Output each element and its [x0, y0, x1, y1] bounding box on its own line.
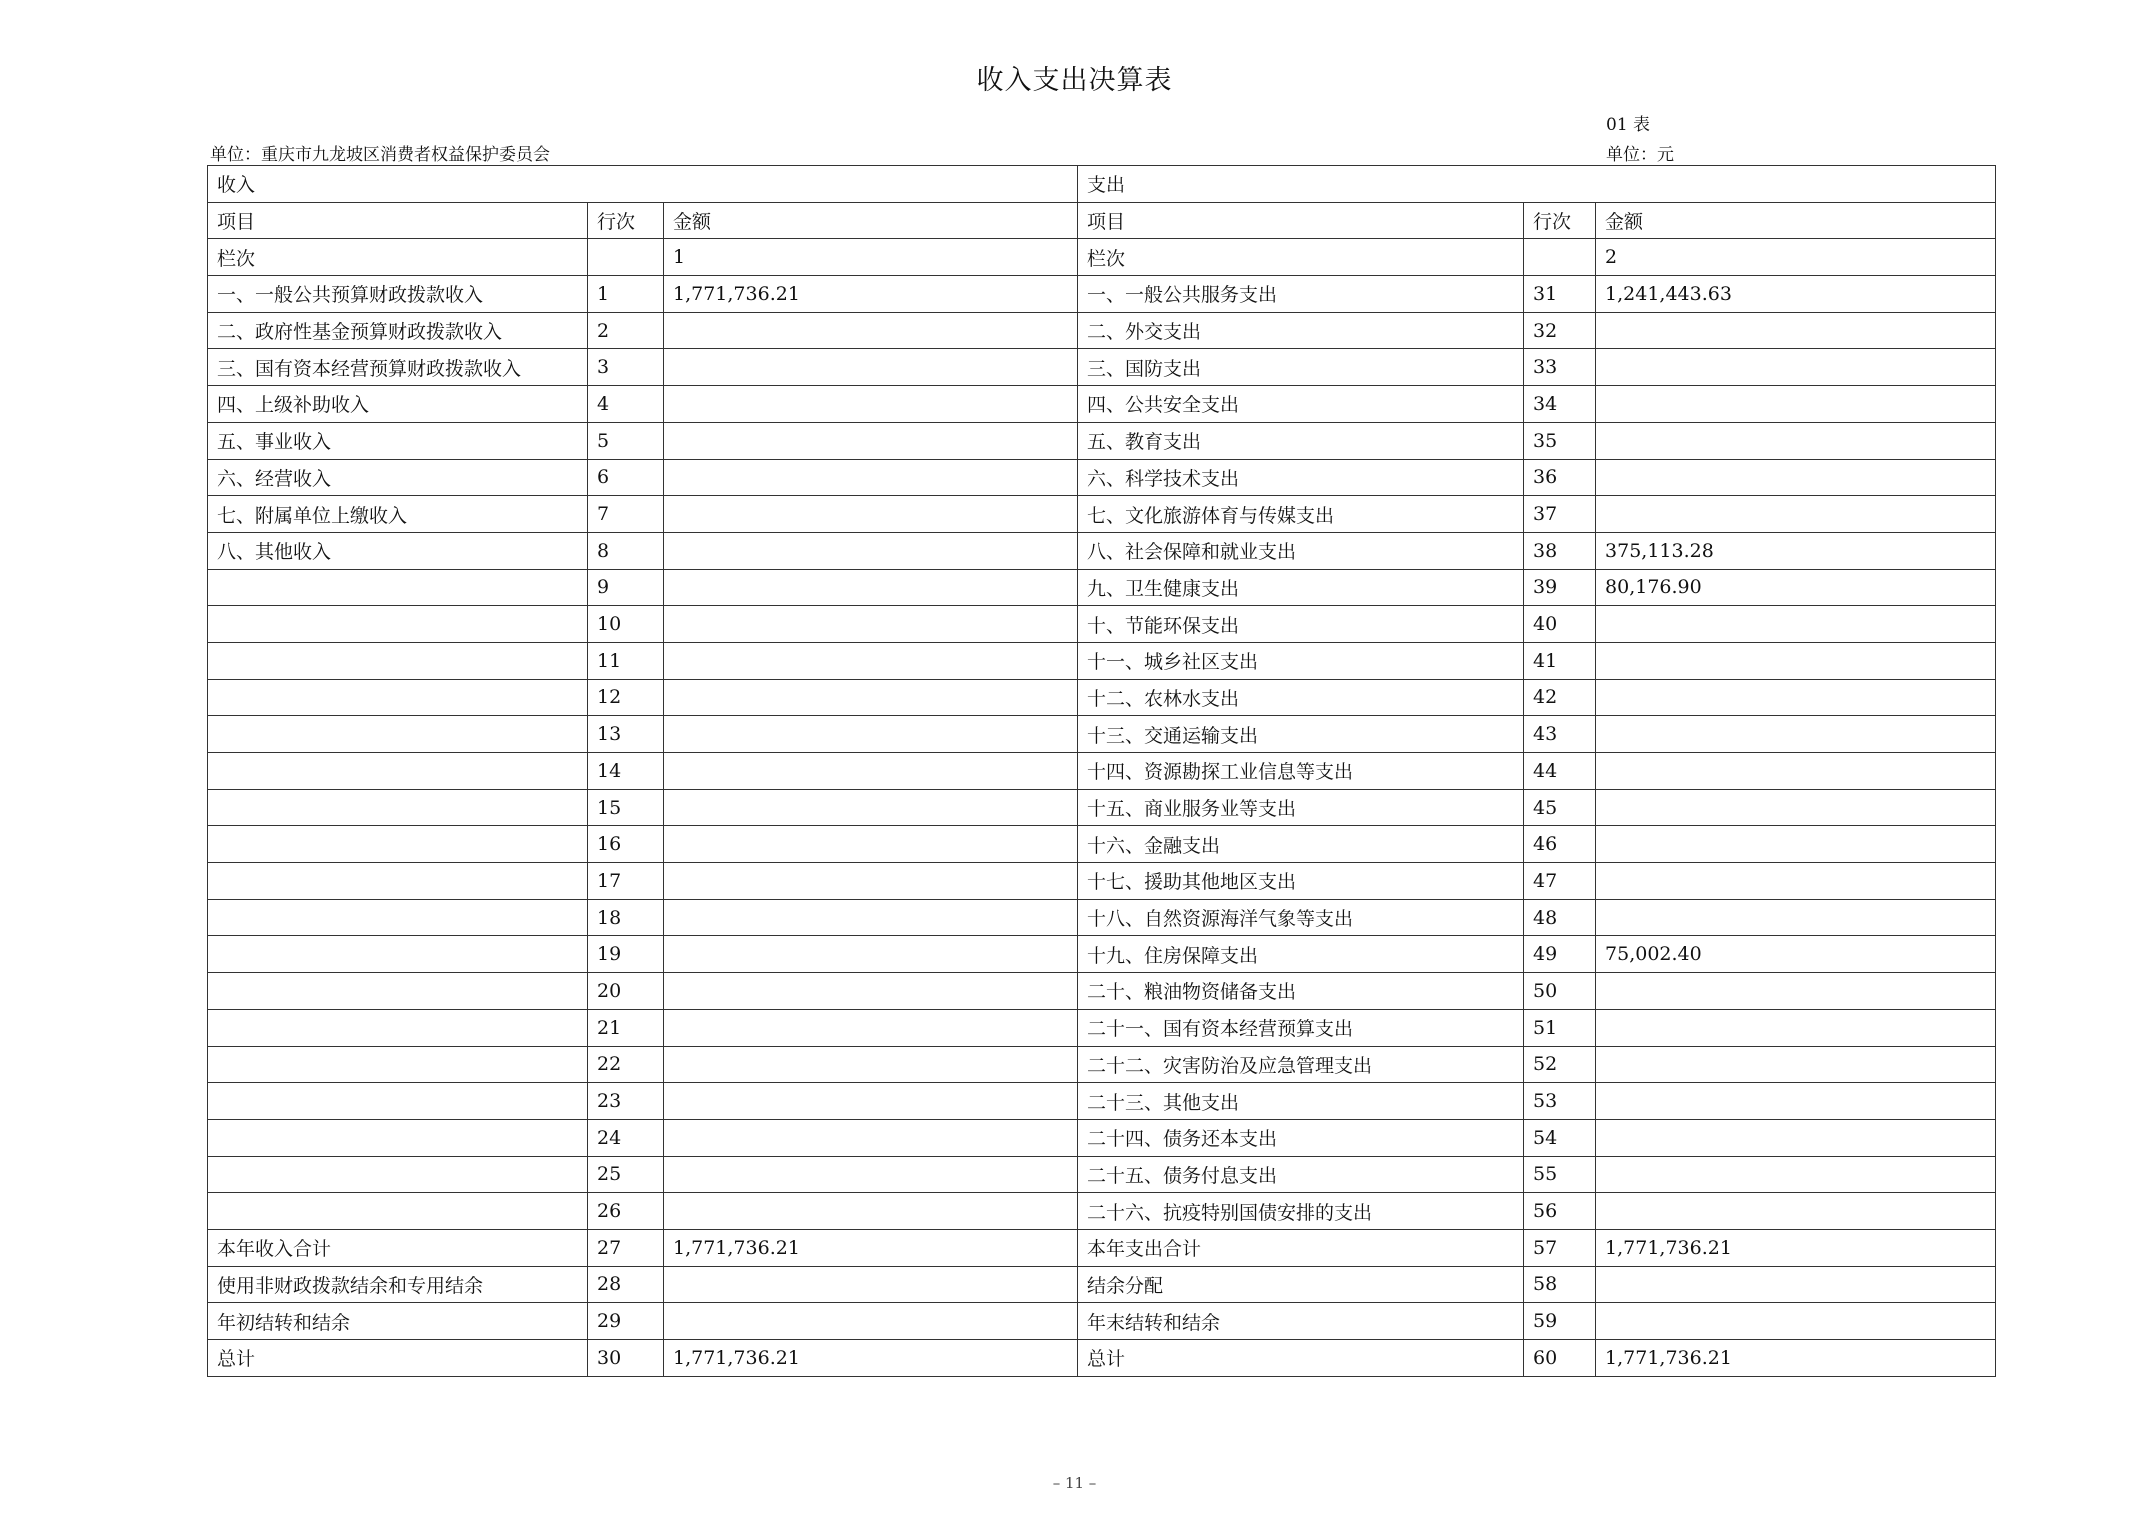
- income-row-no-cell: 21: [588, 1009, 664, 1046]
- expense-item-cell: 六、科学技术支出: [1078, 459, 1524, 496]
- income-item-header: 项目: [208, 202, 588, 239]
- income-amount-cell: [664, 716, 1078, 753]
- expense-item-cell: 总计: [1078, 1340, 1524, 1377]
- table-row: [208, 496, 1996, 533]
- expense-amount-cell: [1596, 753, 1996, 790]
- income-row-no-cell: 10: [588, 606, 664, 643]
- expense-item-cell: 二十三、其他支出: [1078, 1083, 1524, 1120]
- income-item-cell: [208, 716, 588, 753]
- expense-amount-cell: 75,002.40: [1596, 936, 1996, 973]
- expense-amount-cell: [1596, 1119, 1996, 1156]
- income-amount-cell: [664, 863, 1078, 900]
- expense-amount-cell: [1596, 606, 1996, 643]
- form-number: 01 表: [1606, 115, 1651, 135]
- income-item-cell: 七、附属单位上缴收入: [208, 496, 588, 533]
- table-row: [208, 1009, 1996, 1046]
- expense-row-no-cell: 47: [1524, 863, 1596, 900]
- table-row: [208, 936, 1996, 973]
- expense-amount-cell: [1596, 642, 1996, 679]
- income-amount-cell: [664, 936, 1078, 973]
- expense-amount-cell: 80,176.90: [1596, 569, 1996, 606]
- expense-amount-cell: [1596, 1046, 1996, 1083]
- expense-amount-cell: [1596, 1266, 1996, 1303]
- expense-row-no-cell: 56: [1524, 1193, 1596, 1230]
- income-amount-cell: [664, 496, 1078, 533]
- expense-amount-header: 金额: [1596, 202, 1996, 239]
- table-row: [208, 349, 1996, 386]
- expense-row-no-cell: 33: [1524, 349, 1596, 386]
- income-item-cell: [208, 863, 588, 900]
- income-item-cell: [208, 1009, 588, 1046]
- income-column-index: 1: [664, 239, 1078, 276]
- income-amount-cell: [664, 312, 1078, 349]
- expense-amount-cell: 1,241,443.63: [1596, 276, 1996, 313]
- income-amount-cell: [664, 386, 1078, 423]
- income-amount-cell: [664, 642, 1078, 679]
- income-row-no-cell: 30: [588, 1340, 664, 1377]
- income-item-cell: [208, 899, 588, 936]
- income-row-no-cell: 13: [588, 716, 664, 753]
- expense-row-no-cell: 53: [1524, 1083, 1596, 1120]
- expense-amount-cell: [1596, 789, 1996, 826]
- income-item-cell: 四、上级补助收入: [208, 386, 588, 423]
- expense-row-no-cell: 45: [1524, 789, 1596, 826]
- income-amount-cell: [664, 1193, 1078, 1230]
- table-row: [208, 1119, 1996, 1156]
- income-amount-cell: [664, 1119, 1078, 1156]
- expense-item-cell: 年末结转和结余: [1078, 1303, 1524, 1340]
- table-row: [208, 1303, 1996, 1340]
- expense-item-cell: 二十四、债务还本支出: [1078, 1119, 1524, 1156]
- expense-amount-cell: [1596, 899, 1996, 936]
- expense-row-no-cell: 41: [1524, 642, 1596, 679]
- expense-item-cell: 二十五、债务付息支出: [1078, 1156, 1524, 1193]
- expense-row-no-cell: 42: [1524, 679, 1596, 716]
- expense-row-no-cell: 52: [1524, 1046, 1596, 1083]
- income-item-cell: 五、事业收入: [208, 422, 588, 459]
- income-row-no-cell: 26: [588, 1193, 664, 1230]
- expense-row-no-cell: 60: [1524, 1340, 1596, 1377]
- expense-row-no-header: 行次: [1524, 202, 1596, 239]
- expense-row-no-cell: 43: [1524, 716, 1596, 753]
- income-row-no-cell: 29: [588, 1303, 664, 1340]
- expense-item-cell: 十六、金融支出: [1078, 826, 1524, 863]
- table-row: [208, 973, 1996, 1010]
- income-amount-cell: [664, 973, 1078, 1010]
- income-item-cell: [208, 826, 588, 863]
- income-row-no-cell: 7: [588, 496, 664, 533]
- income-column-blank: [588, 239, 664, 276]
- income-row-no-cell: 9: [588, 569, 664, 606]
- income-amount-cell: [664, 1083, 1078, 1120]
- income-row-no-cell: 6: [588, 459, 664, 496]
- expense-row-no-cell: 38: [1524, 532, 1596, 569]
- income-amount-cell: 1,771,736.21: [664, 1340, 1078, 1377]
- income-amount-cell: 1,771,736.21: [664, 1229, 1078, 1266]
- table-row: [208, 716, 1996, 753]
- table-row: [208, 679, 1996, 716]
- expense-item-cell: 十二、农林水支出: [1078, 679, 1524, 716]
- reporting-unit: 单位：重庆市九龙坡区消费者权益保护委员会: [210, 145, 550, 165]
- column-index-row: [208, 239, 1996, 276]
- income-row-no-cell: 28: [588, 1266, 664, 1303]
- income-amount-cell: [664, 1009, 1078, 1046]
- income-row-no-cell: 22: [588, 1046, 664, 1083]
- income-row-no-cell: 24: [588, 1119, 664, 1156]
- income-item-cell: 总计: [208, 1340, 588, 1377]
- income-row-no-cell: 20: [588, 973, 664, 1010]
- expense-item-cell: 十九、住房保障支出: [1078, 936, 1524, 973]
- income-amount-cell: [664, 459, 1078, 496]
- income-amount-cell: [664, 826, 1078, 863]
- expense-item-cell: 十三、交通运输支出: [1078, 716, 1524, 753]
- income-amount-cell: [664, 679, 1078, 716]
- expense-amount-cell: 375,113.28: [1596, 532, 1996, 569]
- table-row: [208, 459, 1996, 496]
- expense-row-no-cell: 51: [1524, 1009, 1596, 1046]
- income-amount-cell: [664, 789, 1078, 826]
- table-row: [208, 569, 1996, 606]
- income-row-no-cell: 14: [588, 753, 664, 790]
- income-row-no-cell: 5: [588, 422, 664, 459]
- currency-unit: 单位：元: [1606, 145, 1674, 165]
- expense-amount-cell: [1596, 1193, 1996, 1230]
- income-item-cell: 三、国有资本经营预算财政拨款收入: [208, 349, 588, 386]
- table-row: [208, 1083, 1996, 1120]
- expense-item-cell: 二十、粮油物资储备支出: [1078, 973, 1524, 1010]
- expense-row-no-cell: 48: [1524, 899, 1596, 936]
- table-row: [208, 312, 1996, 349]
- income-row-no-cell: 18: [588, 899, 664, 936]
- expense-item-cell: 十五、商业服务业等支出: [1078, 789, 1524, 826]
- income-row-no-cell: 25: [588, 1156, 664, 1193]
- expense-row-no-cell: 39: [1524, 569, 1596, 606]
- expense-row-no-cell: 44: [1524, 753, 1596, 790]
- expense-item-cell: 二十二、灾害防治及应急管理支出: [1078, 1046, 1524, 1083]
- income-item-cell: 使用非财政拨款结余和专用结余: [208, 1266, 588, 1303]
- expense-amount-cell: [1596, 1303, 1996, 1340]
- expense-row-no-cell: 58: [1524, 1266, 1596, 1303]
- income-row-no-cell: 15: [588, 789, 664, 826]
- expense-item-cell: 十一、城乡社区支出: [1078, 642, 1524, 679]
- expense-amount-cell: 1,771,736.21: [1596, 1340, 1996, 1377]
- table-row: [208, 1193, 1996, 1230]
- expense-item-cell: 一、一般公共服务支出: [1078, 276, 1524, 313]
- expense-item-cell: 十四、资源勘探工业信息等支出: [1078, 753, 1524, 790]
- table-row: [208, 826, 1996, 863]
- expense-column-blank: [1524, 239, 1596, 276]
- table-row: [208, 1266, 1996, 1303]
- section-header-row: [208, 166, 1996, 203]
- expense-item-cell: 二十一、国有资本经营预算支出: [1078, 1009, 1524, 1046]
- expense-item-cell: 五、教育支出: [1078, 422, 1524, 459]
- page-title: 收入支出决算表: [976, 65, 1173, 96]
- income-item-cell: 本年收入合计: [208, 1229, 588, 1266]
- table-row: [208, 1340, 1996, 1377]
- income-amount-cell: [664, 899, 1078, 936]
- expense-amount-cell: [1596, 459, 1996, 496]
- table-row: [208, 642, 1996, 679]
- table-row: [208, 789, 1996, 826]
- income-item-cell: 六、经营收入: [208, 459, 588, 496]
- expense-amount-cell: [1596, 422, 1996, 459]
- expense-amount-cell: [1596, 973, 1996, 1010]
- income-item-cell: 二、政府性基金预算财政拨款收入: [208, 312, 588, 349]
- expense-item-cell: 三、国防支出: [1078, 349, 1524, 386]
- table-row: [208, 386, 1996, 423]
- income-amount-cell: [664, 422, 1078, 459]
- expense-item-cell: 七、文化旅游体育与传媒支出: [1078, 496, 1524, 533]
- income-item-cell: 一、一般公共预算财政拨款收入: [208, 276, 588, 313]
- expense-row-no-cell: 46: [1524, 826, 1596, 863]
- expense-amount-cell: [1596, 386, 1996, 423]
- expense-amount-cell: [1596, 679, 1996, 716]
- income-row-no-header: 行次: [588, 202, 664, 239]
- income-row-no-cell: 27: [588, 1229, 664, 1266]
- table-row: [208, 1229, 1996, 1266]
- income-amount-cell: [664, 753, 1078, 790]
- income-amount-cell: [664, 606, 1078, 643]
- income-expense-table: [207, 165, 1996, 1377]
- expense-amount-cell: [1596, 349, 1996, 386]
- expense-row-no-cell: 49: [1524, 936, 1596, 973]
- expense-amount-cell: [1596, 826, 1996, 863]
- income-amount-cell: [664, 532, 1078, 569]
- expense-item-header: 项目: [1078, 202, 1524, 239]
- column-header-row: [208, 202, 1996, 239]
- expense-row-no-cell: 31: [1524, 276, 1596, 313]
- expense-row-no-cell: 35: [1524, 422, 1596, 459]
- income-row-no-cell: 2: [588, 312, 664, 349]
- income-item-cell: [208, 936, 588, 973]
- income-amount-cell: [664, 1046, 1078, 1083]
- expense-amount-cell: [1596, 716, 1996, 753]
- income-row-no-cell: 3: [588, 349, 664, 386]
- table-row: [208, 532, 1996, 569]
- expense-item-cell: 十七、援助其他地区支出: [1078, 863, 1524, 900]
- expense-item-cell: 九、卫生健康支出: [1078, 569, 1524, 606]
- expense-column-index: 2: [1596, 239, 1996, 276]
- income-item-cell: [208, 1119, 588, 1156]
- expense-amount-cell: [1596, 1156, 1996, 1193]
- income-item-cell: [208, 1046, 588, 1083]
- expense-column-label: 栏次: [1078, 239, 1524, 276]
- income-item-cell: [208, 606, 588, 643]
- income-item-cell: [208, 1193, 588, 1230]
- expense-amount-cell: 1,771,736.21: [1596, 1229, 1996, 1266]
- expense-section-header: 支出: [1078, 166, 1996, 203]
- income-row-no-cell: 4: [588, 386, 664, 423]
- income-amount-cell: [664, 1303, 1078, 1340]
- income-row-no-cell: 12: [588, 679, 664, 716]
- expense-amount-cell: [1596, 863, 1996, 900]
- expense-item-cell: 二十六、抗疫特别国债安排的支出: [1078, 1193, 1524, 1230]
- expense-amount-cell: [1596, 312, 1996, 349]
- expense-row-no-cell: 40: [1524, 606, 1596, 643]
- expense-item-cell: 四、公共安全支出: [1078, 386, 1524, 423]
- income-item-cell: 年初结转和结余: [208, 1303, 588, 1340]
- income-item-cell: [208, 1156, 588, 1193]
- income-row-no-cell: 1: [588, 276, 664, 313]
- income-amount-cell: 1,771,736.21: [664, 276, 1078, 313]
- expense-amount-cell: [1596, 496, 1996, 533]
- table-row: [208, 1046, 1996, 1083]
- expense-item-cell: 十八、自然资源海洋气象等支出: [1078, 899, 1524, 936]
- expense-row-no-cell: 57: [1524, 1229, 1596, 1266]
- income-row-no-cell: 17: [588, 863, 664, 900]
- expense-row-no-cell: 55: [1524, 1156, 1596, 1193]
- income-row-no-cell: 16: [588, 826, 664, 863]
- income-item-cell: [208, 642, 588, 679]
- expense-item-cell: 十、节能环保支出: [1078, 606, 1524, 643]
- income-item-cell: 八、其他收入: [208, 532, 588, 569]
- income-item-cell: [208, 679, 588, 716]
- income-item-cell: [208, 789, 588, 826]
- income-amount-header: 金额: [664, 202, 1078, 239]
- income-amount-cell: [664, 349, 1078, 386]
- expense-row-no-cell: 59: [1524, 1303, 1596, 1340]
- income-section-header: 收入: [208, 166, 1078, 203]
- table-row: [208, 422, 1996, 459]
- table-row: [208, 863, 1996, 900]
- expense-amount-cell: [1596, 1009, 1996, 1046]
- expense-row-no-cell: 37: [1524, 496, 1596, 533]
- expense-row-no-cell: 36: [1524, 459, 1596, 496]
- page-number: – 11 –: [1052, 1474, 1097, 1492]
- income-amount-cell: [664, 1156, 1078, 1193]
- table-row: [208, 753, 1996, 790]
- income-row-no-cell: 8: [588, 532, 664, 569]
- expense-amount-cell: [1596, 1083, 1996, 1120]
- income-item-cell: [208, 973, 588, 1010]
- expense-row-no-cell: 34: [1524, 386, 1596, 423]
- table-row: [208, 1156, 1996, 1193]
- table-row: [208, 899, 1996, 936]
- table-row: [208, 276, 1996, 313]
- income-item-cell: [208, 569, 588, 606]
- income-amount-cell: [664, 1266, 1078, 1303]
- income-item-cell: [208, 753, 588, 790]
- expense-row-no-cell: 54: [1524, 1119, 1596, 1156]
- expense-item-cell: 本年支出合计: [1078, 1229, 1524, 1266]
- expense-item-cell: 结余分配: [1078, 1266, 1524, 1303]
- expense-row-no-cell: 50: [1524, 973, 1596, 1010]
- expense-row-no-cell: 32: [1524, 312, 1596, 349]
- income-row-no-cell: 23: [588, 1083, 664, 1120]
- income-item-cell: [208, 1083, 588, 1120]
- expense-item-cell: 二、外交支出: [1078, 312, 1524, 349]
- income-column-label: 栏次: [208, 239, 588, 276]
- income-row-no-cell: 11: [588, 642, 664, 679]
- income-amount-cell: [664, 569, 1078, 606]
- table-row: [208, 606, 1996, 643]
- income-row-no-cell: 19: [588, 936, 664, 973]
- expense-item-cell: 八、社会保障和就业支出: [1078, 532, 1524, 569]
